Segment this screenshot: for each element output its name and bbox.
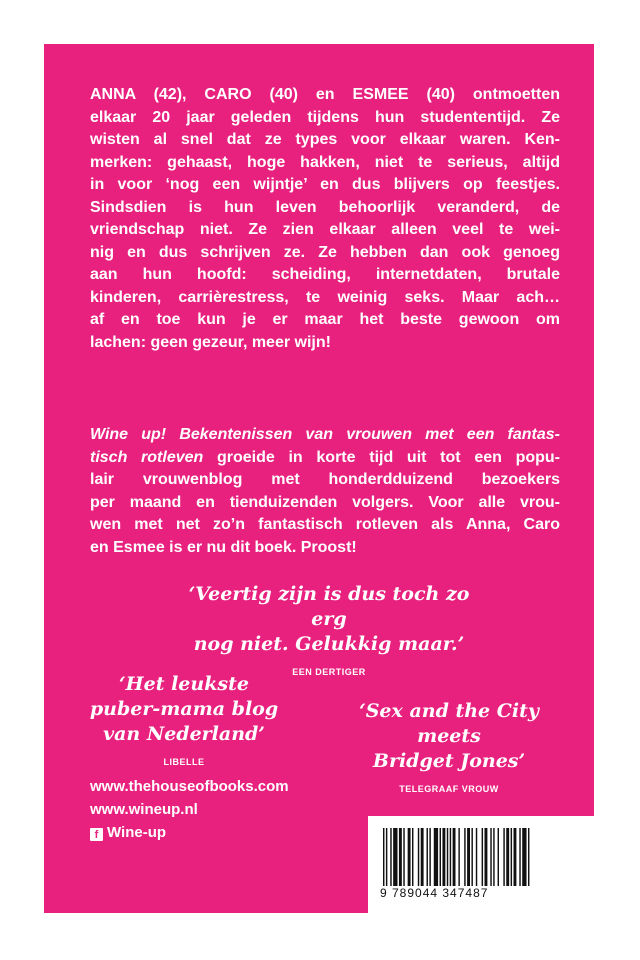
barcode-bar xyxy=(467,828,470,886)
blurb-line: af en toe kun je er maar het beste gewoon om xyxy=(90,311,560,328)
barcode-bar xyxy=(511,828,512,886)
blurb-line: lachen: geen gezeur, meer wijn! xyxy=(90,333,331,351)
blurb-line: aan hun hoofd: scheiding, internetdaten, brutale xyxy=(90,266,560,283)
blurb-line: ANNA (42), CARO (40) en ESMEE (40) ontmoetten xyxy=(90,86,560,103)
barcode-bar xyxy=(399,828,402,886)
website-link-publisher[interactable]: www.thehouseofbooks.com xyxy=(90,778,289,795)
blurb-line: merken: gehaast, hoge hakken, niet te serieus, altijd xyxy=(90,153,560,171)
barcode-bar xyxy=(493,828,494,886)
barcode-bar xyxy=(514,828,517,886)
quote-attribution xyxy=(324,784,574,794)
barcode-bar xyxy=(464,828,465,886)
barcode-bar xyxy=(440,828,441,886)
blurb-line: Sindsdien is hun leven behoorlijk veranderd, de xyxy=(90,198,560,216)
blurb-line-italic xyxy=(90,424,560,447)
barcode-bar xyxy=(421,828,424,886)
quote-text: van Nederland’ xyxy=(103,723,265,745)
barcode-bar xyxy=(490,828,491,886)
barcode-bar xyxy=(450,828,451,886)
barcode-bar xyxy=(418,828,419,886)
barcode-bar xyxy=(485,828,488,886)
blurb-line: nig en dus schrijven ze. Ze hebben dan ook genoeg xyxy=(90,243,560,261)
blurb-line: elkaar 20 jaar geleden tijdens hun studententijd. Ze xyxy=(90,108,560,126)
links-block xyxy=(90,775,289,844)
barcode-bar xyxy=(427,828,428,886)
blurb-line: in voor ‘nog een wijntje’ en dus blijvers op feestjes. xyxy=(90,176,560,193)
facebook-label: Wine-up xyxy=(107,824,167,841)
facebook-link[interactable] xyxy=(90,821,289,844)
barcode-bar xyxy=(434,828,438,886)
barcode-bar xyxy=(393,828,397,886)
quote-telegraaf xyxy=(324,699,574,794)
quote-text: puber-mama blog xyxy=(89,698,279,720)
barcode-bar xyxy=(429,828,430,886)
blurb-line: per maand en tienduizenden volgers. Voor alle vrou- xyxy=(90,493,560,511)
barcode-bar xyxy=(383,828,384,886)
blurb-line: wen met net zo’n fantastisch rotleven als Anna, Caro xyxy=(90,516,560,533)
blurb-text: groeide in korte tijd uit tot een popu- xyxy=(203,448,561,466)
blurb-paragraph-1 xyxy=(90,84,560,354)
barcode-bar xyxy=(528,828,529,886)
barcode-bar xyxy=(503,828,504,886)
book-title-part-1: Wine up! Bekentenissen van vrouwen met een fantas- xyxy=(90,426,560,443)
barcode-bar xyxy=(506,828,509,886)
book-title-part-2: tisch rotleven xyxy=(90,448,204,466)
barcode-bar xyxy=(482,828,483,886)
barcode-bar xyxy=(386,828,387,886)
blurb-paragraph-2 xyxy=(90,424,560,559)
barcode-bar xyxy=(519,828,520,886)
barcode-bar xyxy=(408,828,411,886)
barcode-bar xyxy=(498,828,499,886)
website-link-wineup[interactable]: www.wineup.nl xyxy=(90,801,198,818)
barcode-bar xyxy=(412,828,413,886)
quote-libelle xyxy=(84,672,284,767)
blurb-line: en Esmee is er nu dit boek. Proost! xyxy=(90,538,357,556)
barcode-bar xyxy=(403,828,404,886)
barcode-area xyxy=(368,816,594,913)
blurb-line-mixed xyxy=(90,447,560,470)
blurb-line: vriendschap niet. Ze zien elkaar alleen veel te wei- xyxy=(90,221,560,238)
barcode-bar xyxy=(442,828,445,886)
barcode-bar xyxy=(522,828,526,886)
blurb-line: wisten al snel dat ze types voor elkaar waren. Ken- xyxy=(90,131,560,148)
quote-text: nog niet. Gelukkig maar.’ xyxy=(193,633,465,655)
blurb-line: kinderen, carrièrestress, te weinig seks. Maar ach… xyxy=(90,288,560,306)
facebook-icon: f xyxy=(90,828,103,841)
quote-text: Bridget Jones’ xyxy=(372,750,526,772)
quote-text: ‘Veertig zijn is dus toch zo erg xyxy=(188,583,470,630)
quote-attribution: EEN DERTIGER xyxy=(292,667,366,677)
barcode-bar xyxy=(453,828,456,886)
barcode-bar xyxy=(471,828,472,886)
back-cover xyxy=(44,44,594,913)
barcode-bar xyxy=(447,828,448,886)
quote-text: ‘Sex and the City meets xyxy=(359,700,539,747)
attribution-source: TELEGRAAF xyxy=(399,784,459,794)
barcode-bar xyxy=(476,828,477,886)
barcode-bar xyxy=(458,828,459,886)
quote-een-dertiger xyxy=(174,582,484,677)
attribution-source-bold: VROUW xyxy=(461,784,499,794)
quote-attribution: LIBELLE xyxy=(163,757,205,767)
barcode-bar xyxy=(390,828,391,886)
isbn-number: 9 789044 347487 xyxy=(380,886,489,900)
quote-text: ‘Het leukste xyxy=(119,673,249,695)
barcode xyxy=(383,828,583,886)
blurb-line: lair vrouwenblog met honderdduizend bezoekers xyxy=(90,471,560,488)
